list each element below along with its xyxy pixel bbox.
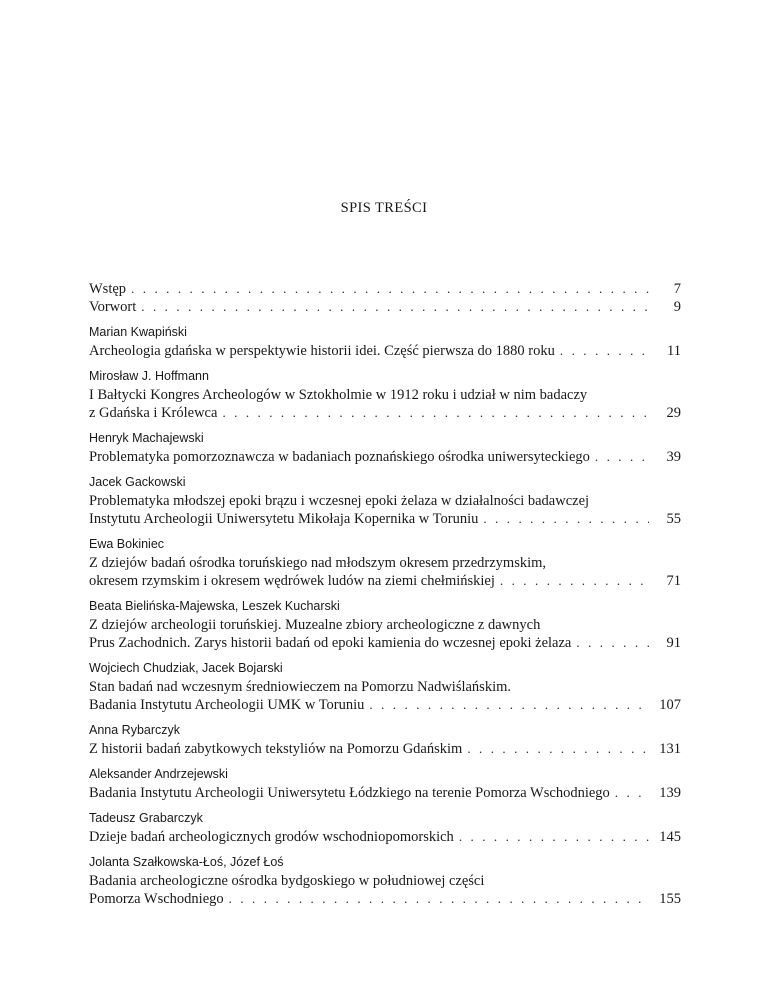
- toc-entry[interactable]: [89, 854, 681, 908]
- toc-page-number: 131: [659, 741, 681, 757]
- toc-page-number: 107: [659, 697, 681, 713]
- entry-author: Jacek Gackowski: [89, 475, 186, 489]
- toc-row: [89, 492, 681, 510]
- entry-title: I Bałtycki Kongres Archeologów w Sztokholmie w 1912 roku i udział w nim badaczy: [89, 387, 588, 403]
- toc-page-number: 29: [666, 405, 681, 421]
- front-matter: [89, 280, 681, 316]
- entry-title: Badania archeologiczne ośrodka bydgoskiego w południowej części: [89, 873, 485, 889]
- toc-row: [89, 872, 681, 890]
- toc-page-number: 11: [667, 343, 681, 359]
- entry-title: Problematyka pomorzoznawcza w badaniach poznańskiego ośrodka uniwersyteckiego: [89, 449, 590, 465]
- toc-row: [89, 740, 681, 758]
- entry-title: Z historii badań zabytkowych tekstyliów na Pomorzu Gdańskim: [89, 741, 463, 757]
- entry-author: Wojciech Chudziak, Jacek Bojarski: [89, 661, 283, 675]
- toc-row: [89, 386, 681, 404]
- toc-title: Vorwort: [89, 299, 137, 315]
- entry-title: Z dziejów badań ośrodka toruńskiego nad młodszym okresem przedrzymskim,: [89, 555, 547, 571]
- entry-author: Beata Bielińska-Majewska, Leszek Kucharski: [89, 599, 340, 613]
- entry-title: Stan badań nad wczesnym średniowieczem na Pomorzu Nadwiślańskim.: [89, 679, 512, 695]
- toc-entry[interactable]: [89, 660, 681, 714]
- toc-page-number: 71: [666, 573, 681, 589]
- page-title: SPIS TREŚCI: [340, 200, 428, 216]
- toc-row: [89, 678, 681, 696]
- dot-leader: [229, 890, 649, 908]
- entry-author: Anna Rybarczyk: [89, 723, 181, 737]
- toc-row: [89, 448, 681, 466]
- toc-page-number: 39: [666, 449, 681, 465]
- entry-title: okresem rzymskim i okresem wędrówek ludów na ziemi chełmińskiej: [89, 573, 495, 589]
- toc-row: [89, 784, 681, 802]
- toc-row: [89, 616, 681, 634]
- toc-row: [89, 890, 681, 908]
- toc-row: [89, 404, 681, 422]
- toc-title: Wstęp: [89, 281, 127, 297]
- toc-entry[interactable]: [89, 598, 681, 652]
- toc-entry[interactable]: [89, 324, 681, 360]
- dot-leader: [369, 696, 649, 714]
- toc-entry[interactable]: [89, 766, 681, 802]
- entry-title: Archeologia gdańska w perspektywie historii idei. Część pierwsza do 1880 roku: [89, 343, 555, 359]
- dot-leader: [615, 784, 649, 802]
- dot-leader: [500, 572, 649, 590]
- toc-row: [89, 554, 681, 572]
- entry-author: Jolanta Szałkowska-Łoś, Józef Łoś: [89, 855, 284, 869]
- dot-leader: [131, 280, 649, 298]
- dot-leader: [483, 510, 649, 528]
- entry-title: Instytutu Archeologii Uniwersytetu Mikołaja Kopernika w Toruniu: [89, 511, 479, 527]
- entry-author: Tadeusz Grabarczyk: [89, 811, 203, 825]
- dot-leader: [222, 404, 649, 422]
- toc-row-intro[interactable]: [89, 280, 681, 298]
- toc-page-number: 145: [659, 829, 681, 845]
- toc-page-number: 139: [659, 785, 681, 801]
- toc-row: [89, 572, 681, 590]
- dot-leader: [560, 342, 649, 360]
- toc-page-number: 55: [666, 511, 681, 527]
- toc-row: [89, 342, 681, 360]
- entry-author: Mirosław J. Hoffmann: [89, 369, 209, 383]
- entry-title: Pomorza Wschodniego: [89, 891, 224, 907]
- toc-entry[interactable]: [89, 474, 681, 528]
- toc-row: [89, 828, 681, 846]
- toc-entry[interactable]: [89, 430, 681, 466]
- toc-row: [89, 696, 681, 714]
- toc-entry[interactable]: [89, 368, 681, 422]
- dot-leader: [576, 634, 649, 652]
- toc-entry[interactable]: [89, 536, 681, 590]
- entry-title: Z dziejów archeologii toruńskiej. Muzealne zbiory archeologiczne z dawnych: [89, 617, 541, 633]
- entry-author: Henryk Machajewski: [89, 431, 204, 445]
- toc-page-number: 7: [673, 281, 681, 297]
- dot-leader: [459, 828, 649, 846]
- toc-page-number: 155: [659, 891, 681, 907]
- toc-entry[interactable]: [89, 722, 681, 758]
- toc-row-vorwort[interactable]: [89, 298, 681, 316]
- entry-author: Ewa Bokiniec: [89, 537, 165, 551]
- entry-author: Marian Kwapiński: [89, 325, 187, 339]
- entry-title: Badania Instytutu Archeologii UMK w Toruniu: [89, 697, 365, 713]
- toc-page-number: 91: [666, 635, 681, 651]
- toc-row: [89, 634, 681, 652]
- table-of-contents: [89, 280, 681, 908]
- toc-entry[interactable]: [89, 810, 681, 846]
- dot-leader: [141, 298, 649, 316]
- entry-title: Badania Instytutu Archeologii Uniwersytetu Łódzkiego na terenie Pomorza Wschodniego: [89, 785, 610, 801]
- entry-title: Prus Zachodnich. Zarys historii badań od epoki kamienia do wczesnej epoki żelaza: [89, 635, 572, 651]
- dot-leader: [595, 448, 649, 466]
- entry-title: Problematyka młodszej epoki brązu i wczesnej epoki żelaza w działalności badawczej: [89, 493, 590, 509]
- dot-leader: [467, 740, 649, 758]
- entry-title: Dzieje badań archeologicznych grodów wschodniopomorskich: [89, 829, 454, 845]
- entry-author: Aleksander Andrzejewski: [89, 767, 228, 781]
- entry-title: z Gdańska i Królewca: [89, 405, 218, 421]
- toc-row: [89, 510, 681, 528]
- toc-page-number: 9: [673, 299, 681, 315]
